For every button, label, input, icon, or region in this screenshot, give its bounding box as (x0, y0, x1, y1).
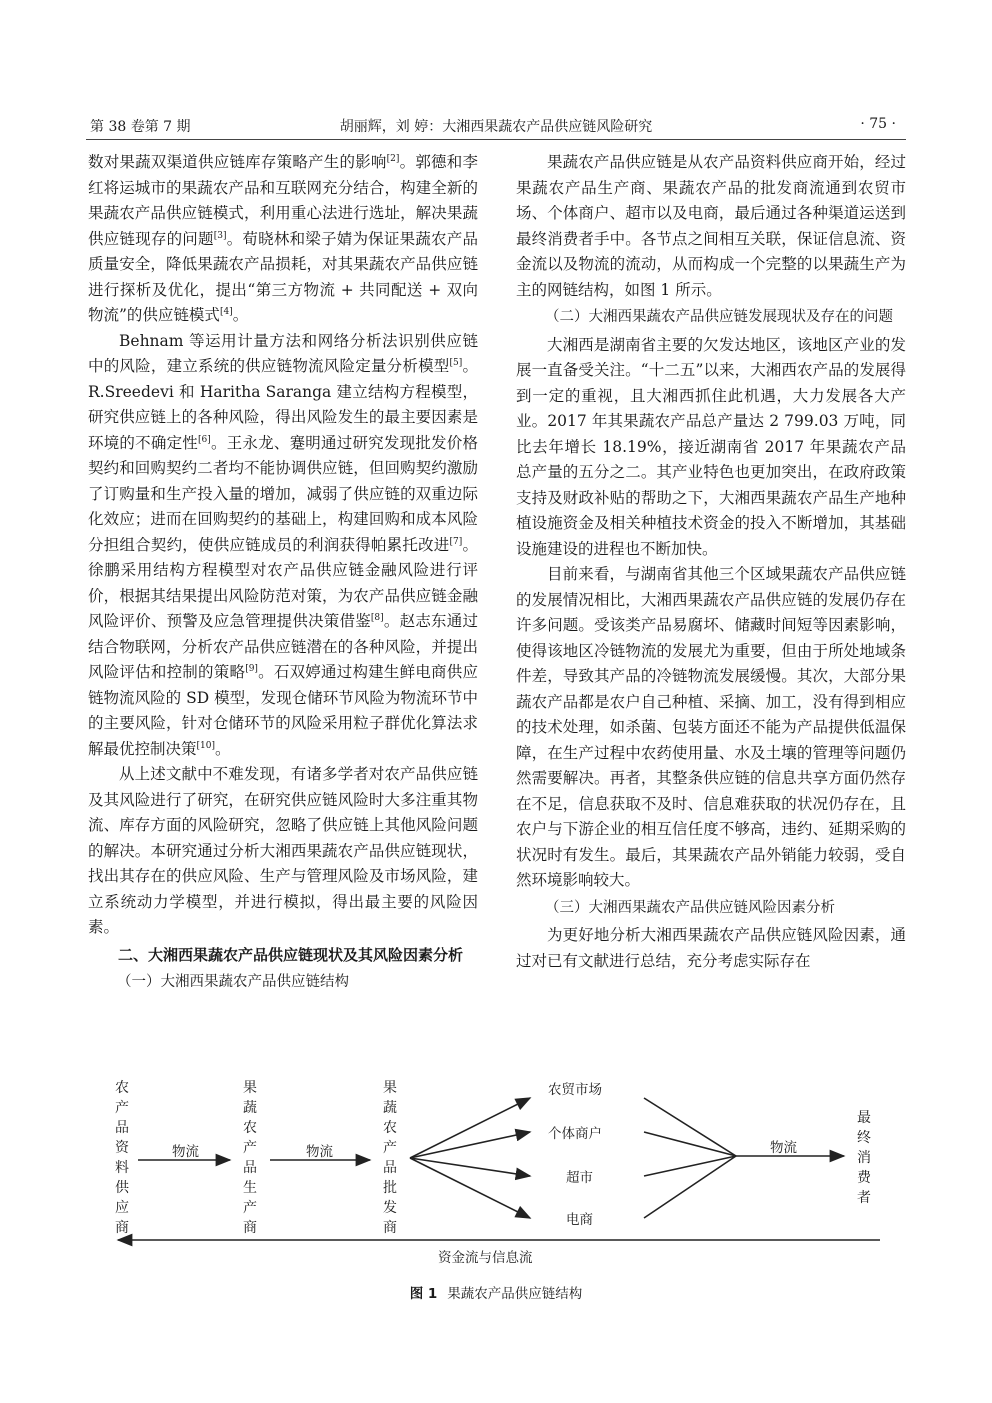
paragraph: Behnam 等运用计量方法和网络分析法识别供应链中的风险，建立系统的供应链物流风险定量分析模型[5]。R.Sreedevi 和 Haritha Saranga 建立结构方程模型，研究供应链上的各种风险，得出风险发生的最主要因素是环境的不确定性[6]。王永龙、蹇明通过研究发现批发价格契约和回购契约二者均不能协调供应链，但回购契约激励了订购量和生产投入量的增加，减弱了供应链的双重边际化效应；进而在回购契约的基础上，构建回购和成本风险分担组合契约，使供应链成员的利润获得帕累托改进[7]。徐鹏采用结构方程模型对农产品供应链金融风险进行评价，根据其结果提出风险防范对策，为农产品供应链金融风险评价、预警及应急管理提供决策借鉴[8]。赵志东通过结合物联网，分析农产品供应链潜在的各种风险，并提出风险评估和控制的策略[9]。石双婷通过构建生鲜电商供应链物流风险的 SD 模型，发现仓储环节风险为物流环节中的主要风险，针对仓储环节的风险采用粒子群优化算法求解最优控制决策[10]。 (88, 331, 478, 758)
citation-marker: [4] (219, 306, 233, 317)
left-column (88, 150, 478, 998)
paragraph: 从上述文献中不难发现，有诸多学者对农产品供应链及其风险进行了研究，在研究供应链风险时大多注重其物流、库存方面的风险研究，忽略了供应链上其他风险问题的解决。本研究通过分析大湘西果蔬农产品供应链现状，找出其存在的供应风险、生产与管理风险及市场风险，建立系统动力学模型，并进行模拟，得出最主要的风险因素。 (88, 765, 478, 936)
node-market: 农贸市场 (548, 1082, 602, 1098)
section-heading: 二、大湘西果蔬农产品供应链现状及其风险因素分析 (118, 945, 464, 964)
paragraph: 数对果蔬双渠道供应链库存策略产生的影响[2]。郭德和李红将运城市的果蔬农产品和互联网充分结合，构建全新的果蔬农产品供应链模式，利用重心法进行选址，解决果蔬供应链现存的问题[3]。荀晓林和梁子婧为保证果蔬农产品质量安全，降低果蔬农产品损耗，对其果蔬农产品供应链进行探析及优化，提出“第三方物流 + 共同配送 + 双向物流”的供应链模式[4]。 (88, 153, 478, 324)
figure-caption-text: 果蔬农产品供应链结构 (447, 1286, 583, 1302)
node-supermarket: 超市 (566, 1170, 593, 1186)
figure-caption-number: 图 1 (409, 1286, 438, 1302)
node-individual: 个体商户 (548, 1126, 602, 1142)
paragraph: 为更好地分析大湘西果蔬农产品供应链风险因素，通过对已有文献进行总结，充分考虑实际存在 (516, 926, 906, 970)
citation-marker: [7] (449, 536, 463, 547)
edge-label-bottom: 资金流与信息流 (438, 1250, 533, 1266)
citation-marker: [10] (196, 740, 215, 751)
node-ecommerce: 电商 (566, 1212, 593, 1228)
citation-marker: [9] (245, 663, 258, 674)
node-consumer: 最终消费者 (857, 1110, 871, 1206)
issue-label: 第 38 卷第 7 期 (90, 119, 191, 135)
citation-marker: [8] (370, 612, 384, 623)
header-rule (86, 139, 906, 140)
figure-caption (0, 1282, 992, 1302)
arrow-wholesaler-market (410, 1098, 530, 1158)
edge-label-flow-2: 物流 (306, 1144, 333, 1160)
node-wholesaler: 果蔬农产品批发商 (383, 1080, 397, 1236)
citation-marker: [5] (449, 357, 463, 368)
line-individual-merge (644, 1132, 736, 1156)
article-title-header: 胡丽辉，刘 婷：大湘西果蔬农产品供应链风险研究 (339, 119, 653, 135)
citation-marker: [2] (386, 153, 400, 164)
right-column (516, 150, 906, 974)
citation-marker: [6] (198, 434, 211, 445)
subsection-heading: （三）大湘西果蔬农产品供应链风险因素分析 (545, 899, 835, 916)
line-market-merge (644, 1098, 736, 1156)
running-header (86, 112, 906, 136)
subsection-heading: （二）大湘西果蔬农产品供应链发展现状及存在的问题 (545, 309, 893, 325)
figure-supply-chain (88, 1068, 908, 1278)
arrow-wholesaler-individual (410, 1132, 530, 1158)
node-supplier: 农产品资料供应商 (115, 1080, 129, 1236)
paragraph: 目前来看，与湖南省其他三个区域果蔬农产品供应链的发展情况相比，大湘西果蔬农产品供应链的发展仍存在许多问题。受该类产品易腐坏、储藏时间短等因素影响，使得该地区冷链物流的发展尤为重要，但由于所处地域条件差，导致其产品的冷链物流发展缓慢。其次，大部分果蔬农产品都是农户自己种植、采摘、加工，没有得到相应的技术处理，如杀菌、包装方面还不能为产品提供低温保障，在生产过程中农药使用量、水及土壤的管理等问题仍然需要解决。再者，其整条供应链的信息共享方面仍然存在不足，信息获取不及时、信息难获取的状况仍存在，且农户与下游企业的相互信任度不够高，违约、延期采购的状况时有发生。最后，其果蔬农产品外销能力较弱，受自然环境影响较大。 (516, 565, 906, 889)
edge-label-flow-3: 物流 (770, 1140, 797, 1156)
paragraph: 大湘西是湖南省主要的欠发达地区，该地区产业的发展一直备受关注。“十二五”以来，大湘西农产品的发展得到一定的重视，且大湘西抓住此机遇，大力发展各大产业。2017 年其果蔬农产品总产量达 2 799.03 万吨，同比去年增长 18.19%，接近湖南省 2017 年果蔬农产品总产量的五分之二。其产业特色也更加突出，在政府政策支持及财政补贴的帮助之下，大湘西果蔬农产品生产地种植设施资金及相关种植技术资金的投入不断增加，其基础设施建设的进程也不断加快。 (516, 335, 906, 558)
subsection-heading: （一）大湘西果蔬农产品供应链结构 (117, 974, 349, 990)
paragraph: 果蔬农产品供应链是从农产品资料供应商开始，经过果蔬农产品生产商、果蔬农产品的批发商流通到农贸市场、个体商户、超市以及电商，最后通过各种渠道运送到最终消费者手中。各节点之间相互关联，保证信息流、资金流以及物流的流动，从而构成一个完整的以果蔬生产为主的网链结构，如图 1 所示。 (516, 153, 906, 299)
edge-label-flow-1: 物流 (172, 1144, 199, 1160)
citation-marker: [3] (213, 230, 227, 241)
node-producer: 果蔬农产品生产商 (243, 1080, 257, 1236)
page-number: · 75 · (860, 116, 896, 132)
